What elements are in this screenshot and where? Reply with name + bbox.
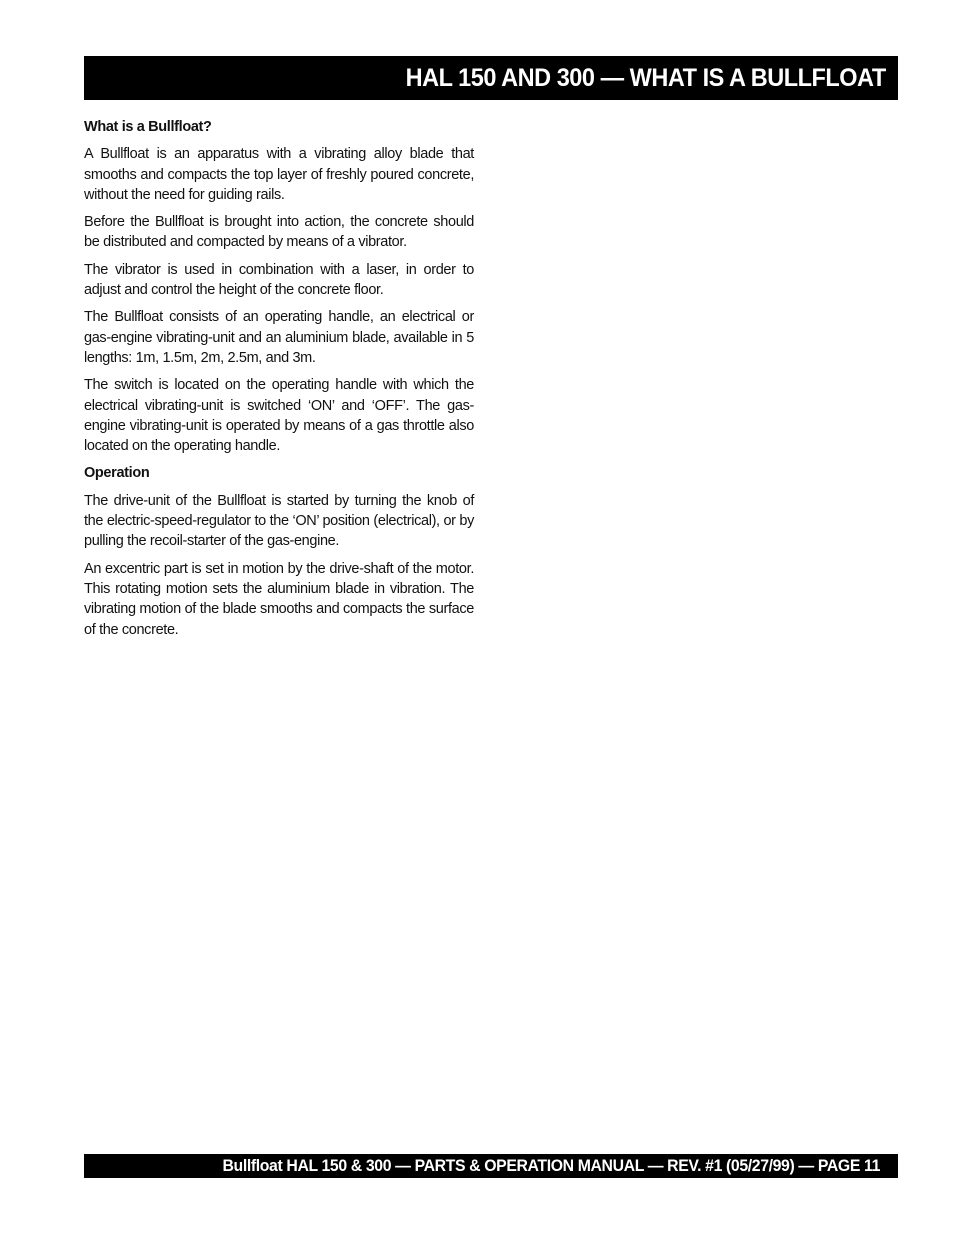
footer-text: Bullfloat HAL 150 & 300 — PARTS & OPERATION MANUAL — REV. #1 (05/27/99) — PAGE 11 bbox=[222, 1156, 880, 1175]
paragraph: Before the Bullfloat is brought into action, the concrete should be distributed and compacted by means of a vibrator. bbox=[84, 214, 474, 251]
page-header-bar bbox=[84, 56, 898, 100]
paragraph: The drive-unit of the Bullfloat is started by turning the knob of the electric-speed-regulator to the ‘ON’ position (electrical), or by pulling the recoil-starter of the gas-engine. bbox=[84, 492, 474, 550]
paragraph: The vibrator is used in combination with a laser, in order to adjust and control the height of the concrete floor. bbox=[84, 261, 474, 299]
section-heading-operation: Operation bbox=[84, 465, 150, 482]
paragraph: An excentric part is set in motion by the drive-shaft of the motor. This rotating motion sets the aluminium blade in vibration. The vibrating motion of the blade smooths and compacts the surface of the concrete. bbox=[84, 560, 474, 638]
page-footer-bar bbox=[84, 1154, 898, 1178]
page-title: HAL 150 AND 300 — WHAT IS A BULLFLOAT bbox=[405, 63, 886, 92]
paragraph: The Bullfloat consists of an operating handle, an electrical or gas-engine vibrating-unit and an aluminium blade, available in 5 lengths: 1m, 1.5m, 2m, 2.5m, and 3m. bbox=[84, 309, 474, 366]
section-heading-what-is: What is a Bullfloat? bbox=[84, 119, 212, 135]
paragraph: The switch is located on the operating handle with which the electrical vibrating-unit is switched ‘ON’ and ‘OFF’. The gas-engine vibrating-unit is operated by means of a gas throttle also located on the operating handle. bbox=[84, 377, 474, 455]
body-column bbox=[84, 117, 474, 647]
paragraph: A Bullfloat is an apparatus with a vibrating alloy blade that smooths and compacts the top layer of freshly poured concrete, without the need for guiding rails. bbox=[84, 146, 474, 203]
